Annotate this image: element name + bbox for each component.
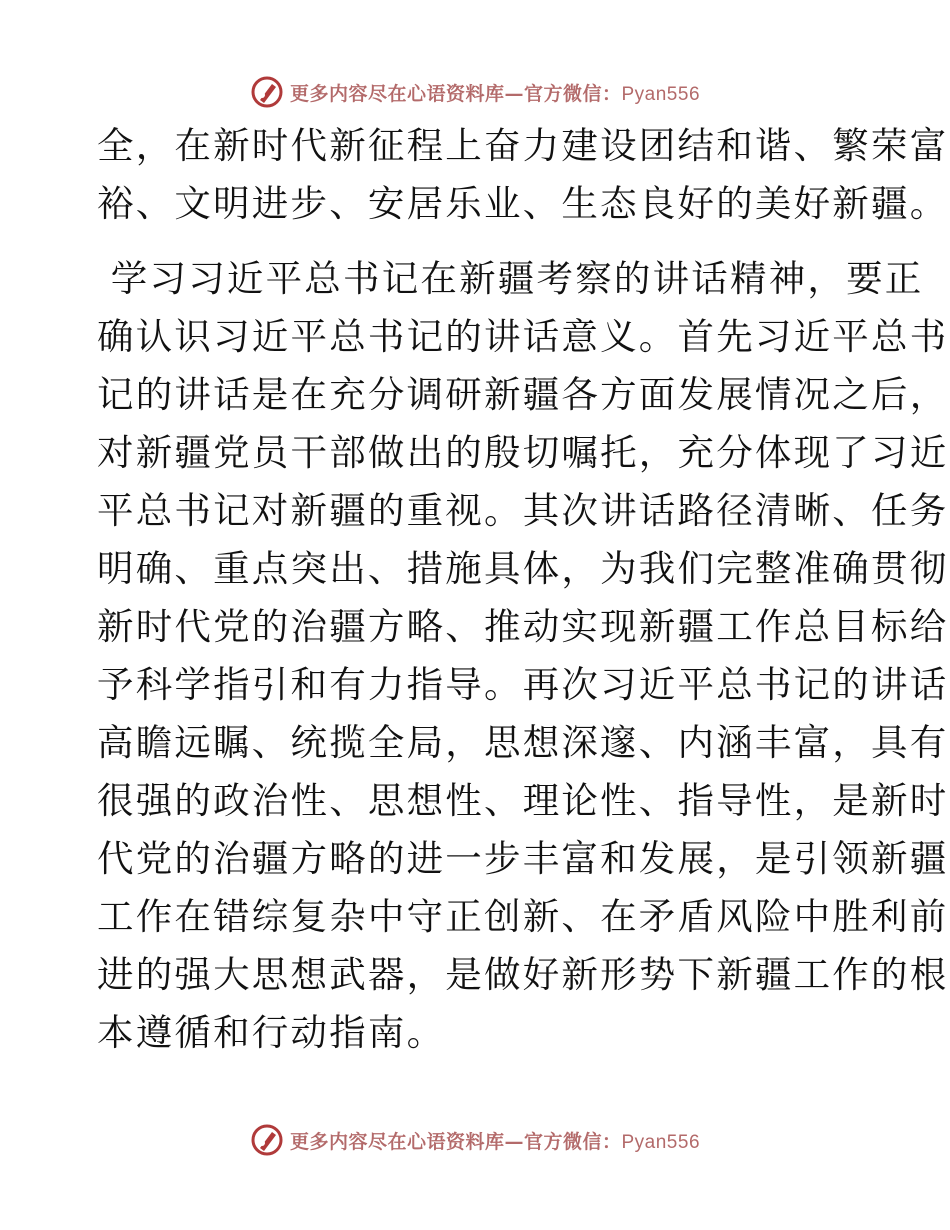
text-line: 进的强大思想武器，是做好新形势下新疆工作的根 [97,953,949,996]
pen-circle-logo-icon [250,1123,284,1157]
header-watermark [0,72,950,112]
text-line: 很强的政治性、思想性、理论性、指导性，是新时 [97,779,949,822]
text-line: 全，在新时代新征程上奋力建设团结和谐、繁荣富 [97,124,949,167]
text-line: 明确、重点突出、措施具体，为我们完整准确贯彻 [97,547,949,590]
text-line: 工作在错综复杂中守正创新、在矛盾风险中胜利前 [97,895,949,938]
text-line: 高瞻远瞩、统揽全局，思想深邃、内涵丰富，具有 [97,721,949,764]
text-line: 本遵循和行动指南。 [97,1011,446,1054]
watermark-text: 更多内容尽在心语资料库—官方微信：Pyan556 [289,82,701,105]
text-line: 记的讲话是在充分调研新疆各方面发展情况之后， [97,373,949,416]
text-line: 学习习近平总书记在新疆考察的讲话精神，要正 [97,257,924,300]
watermark-text: 更多内容尽在心语资料库—官方微信：Pyan556 [289,1130,701,1153]
paragraph-1 [97,117,949,233]
watermark-handle: Pyan556 [621,83,701,105]
text-line: 平总书记对新疆的重视。其次讲话路径清晰、任务 [97,489,949,532]
watermark-handle: Pyan556 [621,1131,701,1153]
text-line: 裕、文明进步、安居乐业、生态良好的美好新疆。 [97,182,949,225]
text-line: 予科学指引和有力指导。再次习近平总书记的讲话 [97,663,949,706]
pen-circle-logo-icon [250,75,284,109]
text-line: 确认识习近平总书记的讲话意义。首先习近平总书 [97,315,949,358]
text-line: 对新疆党员干部做出的殷切嘱托，充分体现了习近 [97,431,949,474]
paragraph-2 [97,250,949,1062]
text-line: 代党的治疆方略的进一步丰富和发展，是引领新疆 [97,837,949,880]
text-line: 新时代党的治疆方略、推动实现新疆工作总目标给 [97,605,949,648]
footer-watermark [0,1120,950,1160]
